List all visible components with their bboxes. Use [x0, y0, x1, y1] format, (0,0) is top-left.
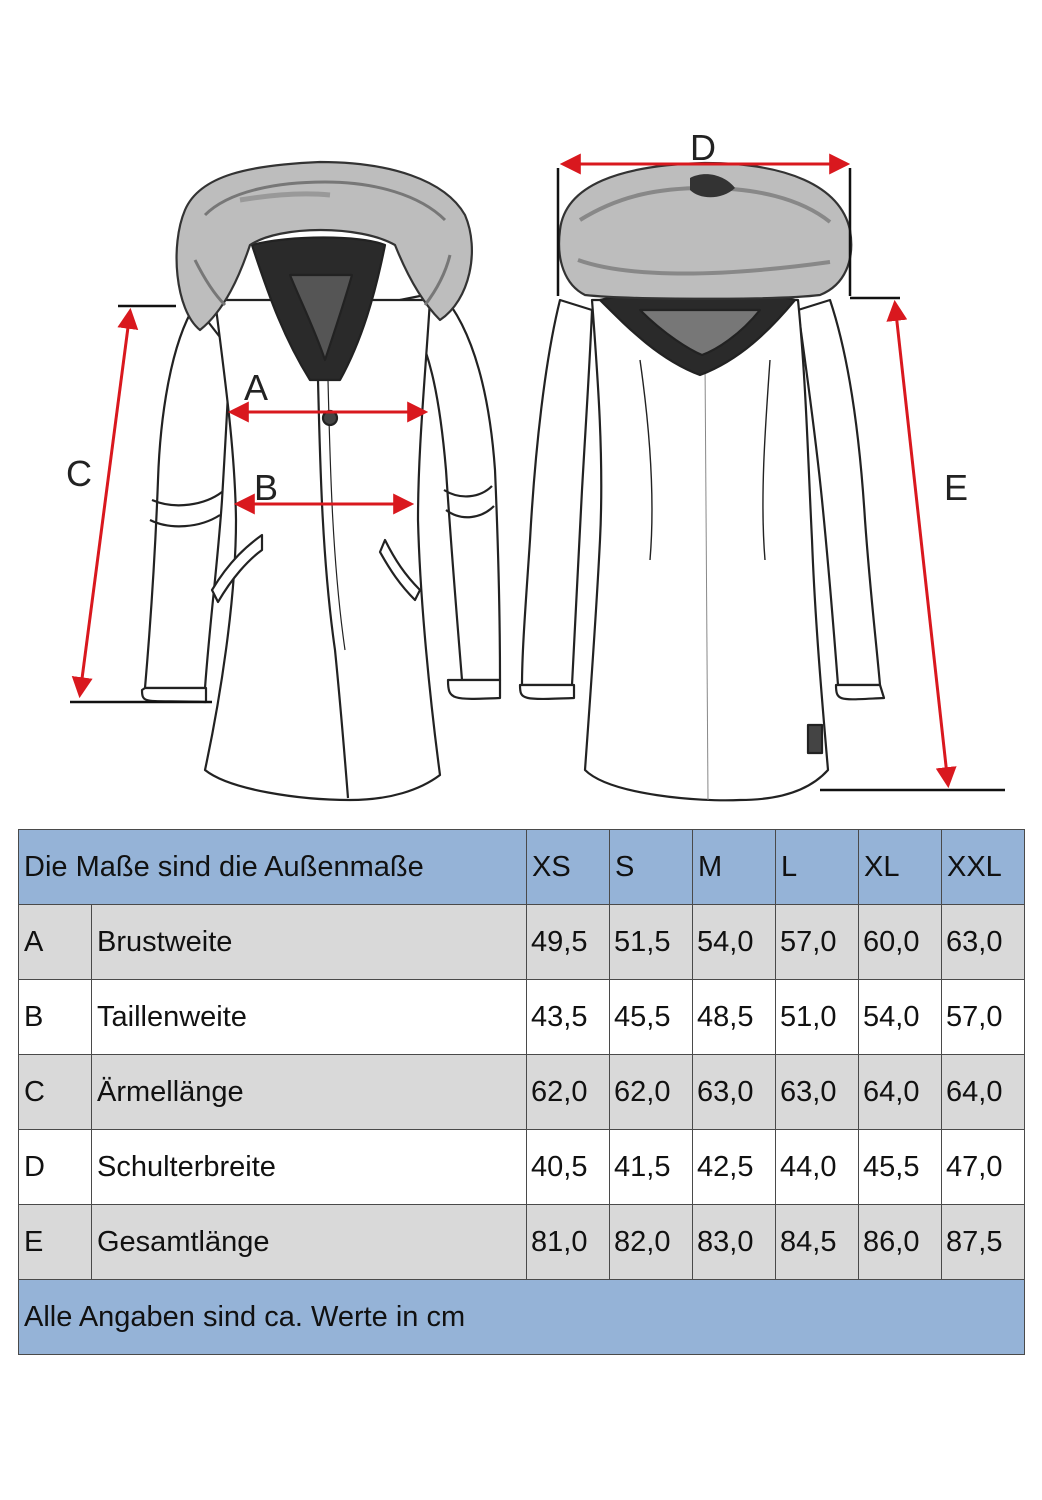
row-value: 42,5 [693, 1130, 776, 1205]
row-value: 54,0 [859, 980, 942, 1055]
row-value: 62,0 [610, 1055, 693, 1130]
row-value: 63,0 [776, 1055, 859, 1130]
row-code: A [19, 905, 92, 980]
row-value: 62,0 [527, 1055, 610, 1130]
row-value: 40,5 [527, 1130, 610, 1205]
row-code: D [19, 1130, 92, 1205]
back-left-sleeve [522, 300, 592, 685]
row-value: 82,0 [610, 1205, 693, 1280]
row-name: Brustweite [92, 905, 527, 980]
row-value: 49,5 [527, 905, 610, 980]
row-name: Gesamtlänge [92, 1205, 527, 1280]
row-name: Taillenweite [92, 980, 527, 1055]
row-name: Schulterbreite [92, 1130, 527, 1205]
size-s: S [610, 830, 693, 905]
row-value: 87,5 [942, 1205, 1025, 1280]
row-value: 51,5 [610, 905, 693, 980]
label-a: A [244, 367, 269, 408]
row-value: 84,5 [776, 1205, 859, 1280]
row-value: 64,0 [859, 1055, 942, 1130]
size-xl: XL [859, 830, 942, 905]
table-row [19, 1055, 1025, 1130]
row-value: 83,0 [693, 1205, 776, 1280]
size-xs: XS [527, 830, 610, 905]
table-row [19, 1130, 1025, 1205]
row-value: 45,5 [610, 980, 693, 1055]
label-e: E [944, 467, 969, 508]
size-l: L [776, 830, 859, 905]
coat-back-view [520, 163, 884, 800]
row-value: 57,0 [776, 905, 859, 980]
row-value: 86,0 [859, 1205, 942, 1280]
row-value: 41,5 [610, 1130, 693, 1205]
label-c: C [66, 453, 92, 494]
table-row [19, 980, 1025, 1055]
row-value: 45,5 [859, 1130, 942, 1205]
size-xxl: XXL [942, 830, 1025, 905]
row-value: 54,0 [693, 905, 776, 980]
table-header-title: Die Maße sind die Außenmaße [19, 830, 527, 905]
row-value: 48,5 [693, 980, 776, 1055]
row-value: 60,0 [859, 905, 942, 980]
row-value: 43,5 [527, 980, 610, 1055]
row-code: C [19, 1055, 92, 1130]
row-value: 44,0 [776, 1130, 859, 1205]
row-value: 47,0 [942, 1130, 1025, 1205]
size-table [18, 829, 1025, 1355]
label-b: B [254, 467, 279, 508]
row-name: Ärmellänge [92, 1055, 527, 1130]
row-value: 51,0 [776, 980, 859, 1055]
row-code: E [19, 1205, 92, 1280]
table-footer-row [19, 1280, 1025, 1355]
row-value: 57,0 [942, 980, 1025, 1055]
table-footer-note: Alle Angaben sind ca. Werte in cm [19, 1280, 1025, 1355]
row-value: 63,0 [942, 905, 1025, 980]
label-d: D [690, 127, 716, 168]
row-code: B [19, 980, 92, 1055]
coat-front-view [142, 162, 500, 800]
table-row [19, 1205, 1025, 1280]
table-row [19, 905, 1025, 980]
row-value: 64,0 [942, 1055, 1025, 1130]
size-m: M [693, 830, 776, 905]
row-value: 81,0 [527, 1205, 610, 1280]
table-header-row [19, 830, 1025, 905]
row-value: 63,0 [693, 1055, 776, 1130]
